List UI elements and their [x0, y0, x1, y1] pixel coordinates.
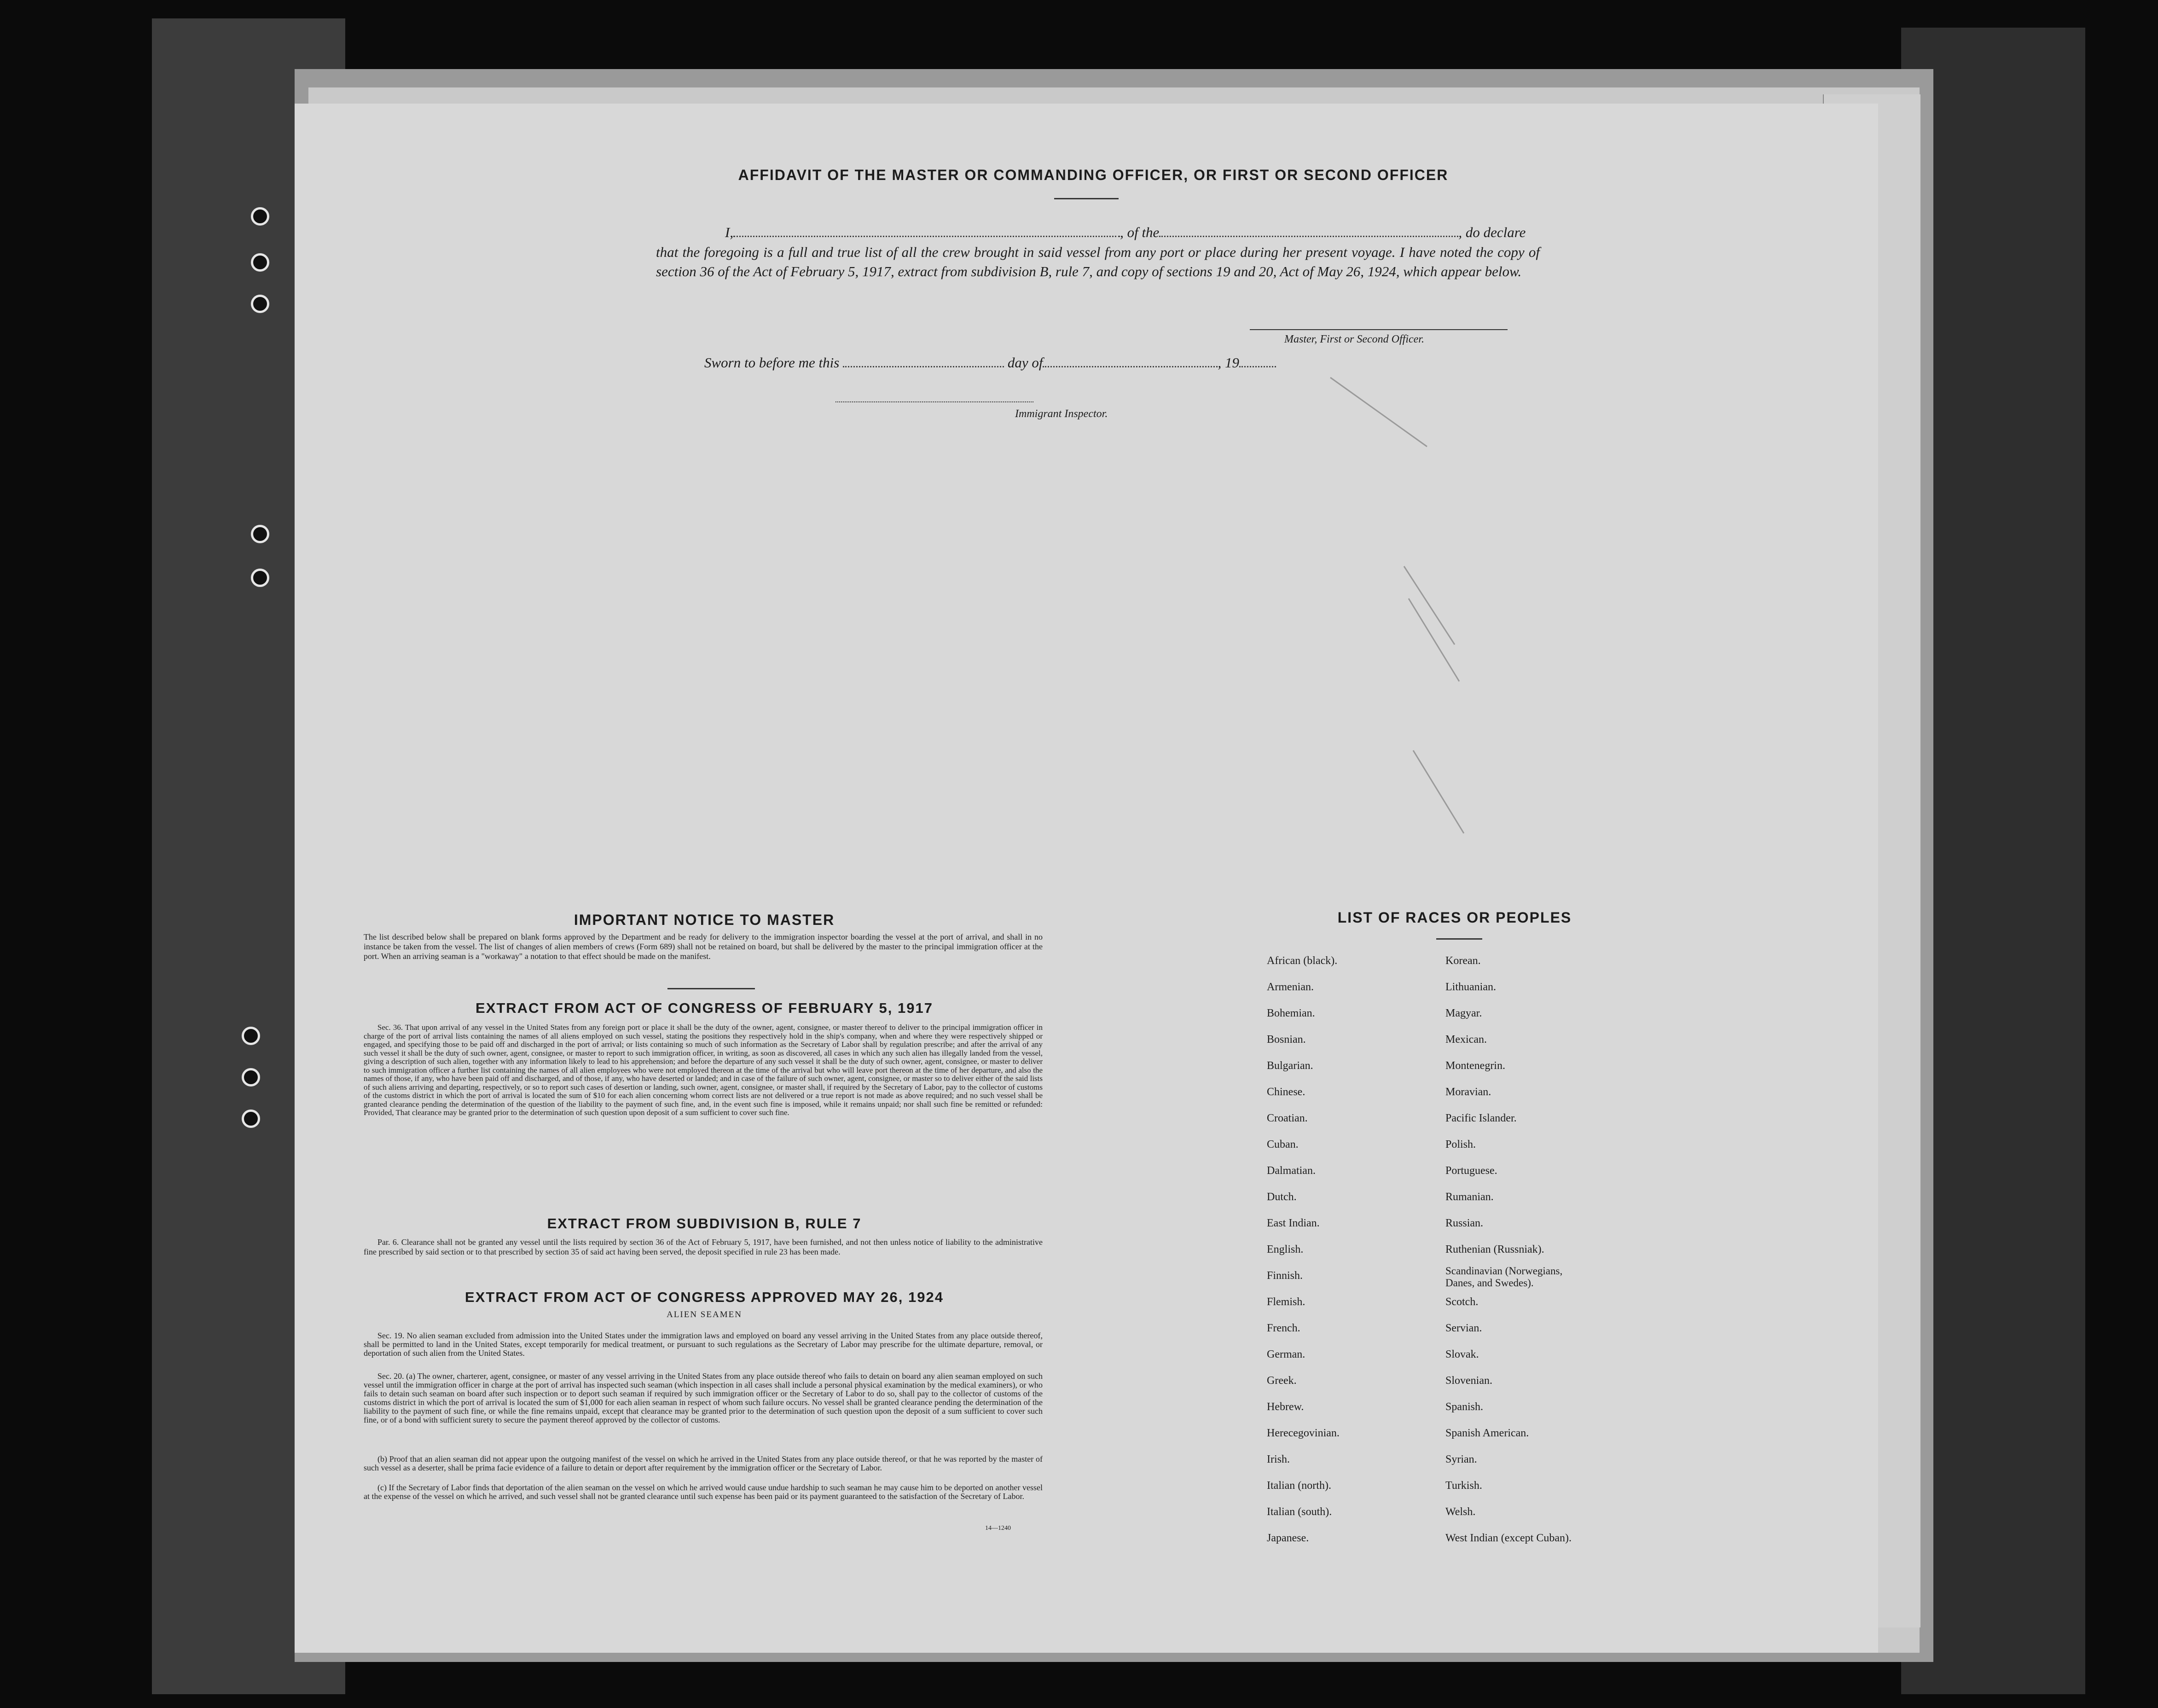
- binder-hole-icon: [251, 207, 269, 226]
- race-item: Spanish American.: [1445, 1427, 1529, 1439]
- race-item: Bohemian.: [1267, 1007, 1315, 1019]
- race-item: West Indian (except Cuban).: [1445, 1532, 1572, 1544]
- rule7-heading: EXTRACT FROM SUBDIVISION B, RULE 7: [547, 1215, 862, 1232]
- race-item: Pacific Islander.: [1445, 1112, 1517, 1124]
- race-item: Finnish.: [1267, 1270, 1303, 1282]
- race-item: African (black).: [1267, 955, 1338, 967]
- race-item: Montenegrin.: [1445, 1060, 1505, 1072]
- race-item: Italian (south).: [1267, 1506, 1332, 1518]
- race-item: Hebrew.: [1267, 1401, 1304, 1413]
- race-item: Japanese.: [1267, 1532, 1309, 1544]
- race-item: Servian.: [1445, 1322, 1482, 1334]
- binder-hole-icon: [242, 1110, 260, 1128]
- binder-hole-icon: [251, 253, 269, 272]
- extract-1924-heading: EXTRACT FROM ACT OF CONGRESS APPROVED MAY 26, 1924: [465, 1289, 944, 1305]
- divider: [1054, 198, 1119, 199]
- race-item: Lithuanian.: [1445, 981, 1496, 993]
- race-item: Scandinavian (Norwegians, Danes, and Swedes).: [1445, 1265, 1563, 1289]
- race-item: Polish.: [1445, 1139, 1476, 1150]
- divider: [667, 988, 755, 989]
- vessel-name-field[interactable]: [1159, 236, 1458, 237]
- sworn-prefix: Sworn to before me this: [704, 354, 840, 371]
- race-item: Bosnian.: [1267, 1034, 1306, 1046]
- sec20b-text: (b) Proof that an alien seaman did not appear upon the outgoing manifest of the vessel on which he arrived in the United States from any place outside thereof, or that he was reported by the master of such vessel as a deserter, shall be prima facie evidence of a failure to detain or deport after requirement by the immigration officer or the Secretary of Labor.: [364, 1454, 1043, 1472]
- inspector-label: Immigrant Inspector.: [1015, 408, 1108, 420]
- race-item: Portuguese.: [1445, 1165, 1497, 1177]
- sec20a-text: Sec. 20. (a) The owner, charterer, agent, consignee, or master of any vessel arriving in the United States from any place outside thereof who fails to detain on board any alien seaman employed on such vessel until the immigration officer in charge at the port of arrival has inspected such seaman (which inspection in all cases shall include a personal physical examination by the medical examiners), or who fails to detain such seaman on board after such inspection or to deport such seaman if required by such immigration officer or the Secretary of Labor to do so, shall pay to the collector of customs of the customs district in which the port of arrival is located the sum of $1,000 for each alien seaman in respect of whom such failure occurs. No vessel shall be granted clearance pending the determination of the liability to the payment of such fine, or while the fine remains unpaid, except that clearance may be granted prior to the determination of such question upon the deposit of a sum sufficient to cover such fine, or of a bond with sufficient surety to secure the payment thereof approved by the collector of customs.: [364, 1371, 1043, 1424]
- sworn-month-field[interactable]: [1043, 366, 1218, 367]
- sworn-year-field[interactable]: [1239, 366, 1276, 367]
- race-item: Rumanian.: [1445, 1191, 1494, 1203]
- sworn-line: [704, 354, 1349, 371]
- race-item: Croatian.: [1267, 1112, 1308, 1124]
- binder-hole-icon: [242, 1027, 260, 1045]
- race-item: Scotch.: [1445, 1296, 1479, 1308]
- declarant-name-field[interactable]: [733, 236, 1120, 237]
- binder-hole-icon: [242, 1068, 260, 1086]
- sec20c-text: (c) If the Secretary of Labor finds that deportation of the alien seaman on the vessel on which he arrived would cause undue hardship to such seaman he may cause him to be deported on another vessel at the expense of the vessel on which he arrived, and such vessel shall not be granted clearance until such expense has been paid or its payment guaranteed to the satisfaction of the Secretary of Labor.: [364, 1483, 1043, 1501]
- form-number: 14—1240: [985, 1525, 1011, 1532]
- race-item: Mexican.: [1445, 1034, 1487, 1046]
- race-item: Dutch.: [1267, 1191, 1297, 1203]
- race-item: Slovenian.: [1445, 1375, 1492, 1387]
- pencil-marks: [1312, 359, 1496, 866]
- race-item: English.: [1267, 1243, 1304, 1255]
- race-item: German.: [1267, 1348, 1305, 1360]
- declarant-prefix: I,: [725, 224, 734, 240]
- race-item: Flemish.: [1267, 1296, 1305, 1308]
- signature-line[interactable]: [1250, 329, 1508, 330]
- sworn-year: , 19: [1218, 354, 1239, 371]
- race-item: Greek.: [1267, 1375, 1297, 1387]
- race-item: Russian.: [1445, 1217, 1484, 1229]
- race-item: Magyar.: [1445, 1007, 1482, 1019]
- master-label: Master, First or Second Officer.: [1284, 333, 1424, 345]
- race-item: East Indian.: [1267, 1217, 1320, 1229]
- sworn-day-of: day of: [1007, 354, 1043, 371]
- race-item: Slovak.: [1445, 1348, 1479, 1360]
- race-item: Chinese.: [1267, 1086, 1305, 1098]
- race-item: Welsh.: [1445, 1506, 1476, 1518]
- declaration-line: [656, 224, 1540, 241]
- race-item: Turkish.: [1445, 1480, 1482, 1492]
- race-item: Spanish.: [1445, 1401, 1484, 1413]
- race-item: Syrian.: [1445, 1453, 1477, 1465]
- race-item: Cuban.: [1267, 1139, 1299, 1150]
- binder-hole-icon: [251, 525, 269, 543]
- race-item: Ruthenian (Russniak).: [1445, 1243, 1544, 1255]
- notice-text: The list described below shall be prepared on blank forms approved by the Department and be ready for delivery to the immigration inspector boarding the vessel at the port of arrival, and shall in no instance be taken from the vessel. The list of changes of alien members of crews (Form 689) shall not be retained on board, but shall be delivered by the master to the principal immigration officer at the port. When an arriving seaman is a "workaway" a notation to that effect should be made on the manifest.: [364, 932, 1043, 961]
- extract-1917-heading: EXTRACT FROM ACT OF CONGRESS OF FEBRUARY 5, 1917: [476, 1000, 933, 1016]
- race-item: Korean.: [1445, 955, 1481, 967]
- race-item: Italian (north).: [1267, 1480, 1331, 1492]
- race-item: Dalmatian.: [1267, 1165, 1316, 1177]
- rule7-text: Par. 6. Clearance shall not be granted any vessel until the lists required by section 36 of the Act of February 5, 1917, have been furnished, and not then unless notice of liability to the administrative fine prescribed by said section or to that prescribed by section 35 of said act having been served, the deposit specified in rule 23 has been made.: [364, 1237, 1043, 1256]
- races-heading: LIST OF RACES OR PEOPLES: [1337, 909, 1572, 926]
- race-item: Moravian.: [1445, 1086, 1491, 1098]
- affidavit-heading: AFFIDAVIT OF THE MASTER OR COMMANDING OFFICER, OR FIRST OR SECOND OFFICER: [738, 167, 1449, 183]
- race-item: French.: [1267, 1322, 1300, 1334]
- binder-hole-icon: [251, 569, 269, 587]
- sec19-text: Sec. 19. No alien seaman excluded from admission into the United States under the immigration laws and employed on board any vessel arriving in the United States from any place outside thereof, shall be permitted to land in the United States, except temporarily for medical treatment, or pursuant to such regulations as the Secretary of Labor may prescribe for the ultimate departure, removal, or deportation of such alien from the United States.: [364, 1331, 1043, 1358]
- notice-heading: IMPORTANT NOTICE TO MASTER: [574, 912, 835, 928]
- inspector-signature-line[interactable]: [835, 401, 1033, 402]
- declarant-suffix: , do declare: [1458, 224, 1526, 240]
- race-item: Irish.: [1267, 1453, 1290, 1465]
- race-item: Armenian.: [1267, 981, 1314, 993]
- declarant-of-the: , of the: [1120, 224, 1160, 240]
- binder-hole-icon: [251, 295, 269, 313]
- divider: [1436, 938, 1482, 940]
- race-item: Bulgarian.: [1267, 1060, 1313, 1072]
- race-item: Herecegovinian.: [1267, 1427, 1340, 1439]
- declaration-paragraph: that the foregoing is a full and true list of all the crew brought in said vessel from any port or place during her present voyage. I have noted the copy of section 36 of the Act of February 5, 1917, extract from subdivision B, rule 7, and copy of sections 19 and 20, Act of May 26, 1924, which appear below.: [656, 244, 1540, 279]
- extract-1917-text: Sec. 36. That upon arrival of any vessel in the United States from any foreign port or place it shall be the duty of the owner, agent, consignee, or master thereof to deliver to the principal immigration officer in charge of the port of arrival lists containing the names of all aliens employed on such vessel, stating the positions they respectively hold in the ship's company, when and where they were respectively shipped or engaged, and specifying those to be paid off and discharged in the port of arrival; or lists containing so much of such information as the Secretary of Labor shall by regulation prescribe; and after the arrival of any such vessel it shall be the duty of such owner, agent, consignee, or master to report to such immigration officer, in writing, as soon as discovered, all cases in which any such alien has illegally landed from the vessel, giving a description of such alien, together with any information likely to lead to his apprehension; and before the departure of any such vessel it shall be the duty of such owner, agent, consignee, or master to deliver to such immigration officer a further list containing the names of all alien employees who were not employed thereon at the time of the arrival but who will leave port thereon at the time of her departure, and also the names of those, if any, who have been paid off and discharged, and of those, if any, who have deserted or landed; and in case of the failure of such owner, agent, consignee, or master so to deliver either of the said lists of such aliens arriving and departing, respectively, or so to report such cases of desertion or landing, such owner, agent, consignee, or master shall, if required by the Secretary of Labor, pay to the collector of customs of the customs district in which the port of arrival is located the sum of $10 for each alien concerning whom correct lists are not delivered or a true report is not made as above required; and no such vessel shall be granted clearance pending the determination of the question of the liability to the payment of such fine, and, in the event such fine is imposed, while it remains unpaid; nor shall such fine be remitted or refunded: Provided, That clearance may be granted prior to the determination of such question upon deposit of a sum sufficient to cover such fine.: [364, 1023, 1043, 1117]
- sworn-day-field[interactable]: [843, 366, 1004, 367]
- alien-seamen-subheading: ALIEN SEAMEN: [667, 1310, 742, 1319]
